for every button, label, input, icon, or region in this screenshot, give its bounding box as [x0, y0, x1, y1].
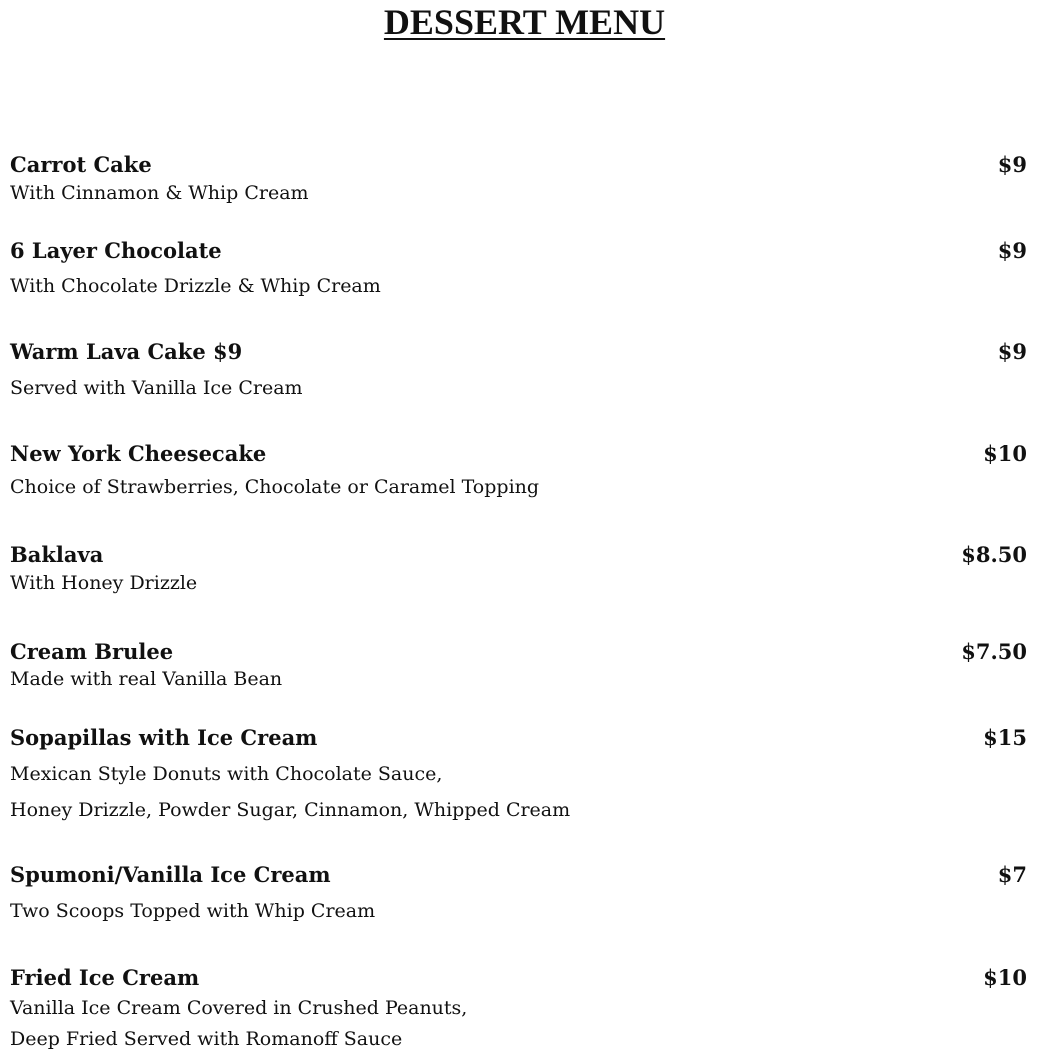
menu-item-name: Warm Lava Cake $9	[10, 339, 243, 364]
menu-item-price: $9	[997, 339, 1027, 364]
menu-item-price: $8.50	[961, 542, 1027, 567]
menu-item-name: 6 Layer Chocolate	[10, 238, 222, 263]
menu-item-description: With Honey Drizzle	[10, 572, 198, 594]
menu-item-price: $9	[997, 152, 1027, 177]
menu-item-description: With Cinnamon & Whip Cream	[10, 182, 309, 204]
menu-item-price: $10	[983, 441, 1027, 466]
menu-item-price: $7	[997, 862, 1027, 887]
menu-item-name: Carrot Cake	[10, 152, 152, 177]
menu-item-description: Choice of Strawberries, Chocolate or Caramel Topping	[10, 476, 540, 498]
menu-item-description: Served with Vanilla Ice Cream	[10, 377, 303, 399]
menu-item-price: $7.50	[961, 639, 1027, 664]
menu-item-name: New York Cheesecake	[10, 441, 267, 466]
menu-item-name: Sopapillas with Ice Cream	[10, 725, 318, 750]
menu-item-description: Honey Drizzle, Powder Sugar, Cinnamon, Whipped Cream	[10, 799, 571, 821]
menu-item-description: Vanilla Ice Cream Covered in Crushed Peanuts,	[10, 997, 468, 1019]
menu-item-description: Made with real Vanilla Bean	[10, 668, 283, 690]
menu-item-name: Spumoni/Vanilla Ice Cream	[10, 862, 331, 887]
menu-item-description: Deep Fried Served with Romanoff Sauce	[10, 1028, 403, 1050]
menu-item-name: Fried Ice Cream	[10, 965, 200, 990]
menu-item-price: $9	[997, 238, 1027, 263]
menu-item-price: $10	[983, 965, 1027, 990]
menu-item-description: With Chocolate Drizzle & Whip Cream	[10, 275, 381, 297]
menu-item-price: $15	[983, 725, 1027, 750]
menu-item-description: Mexican Style Donuts with Chocolate Sauce,	[10, 763, 443, 785]
menu-item-description: Two Scoops Topped with Whip Cream	[10, 900, 376, 922]
menu-title: DESSERT MENU	[383, 2, 666, 42]
menu-item-name: Cream Brulee	[10, 639, 174, 664]
menu-item-name: Baklava	[10, 542, 104, 567]
